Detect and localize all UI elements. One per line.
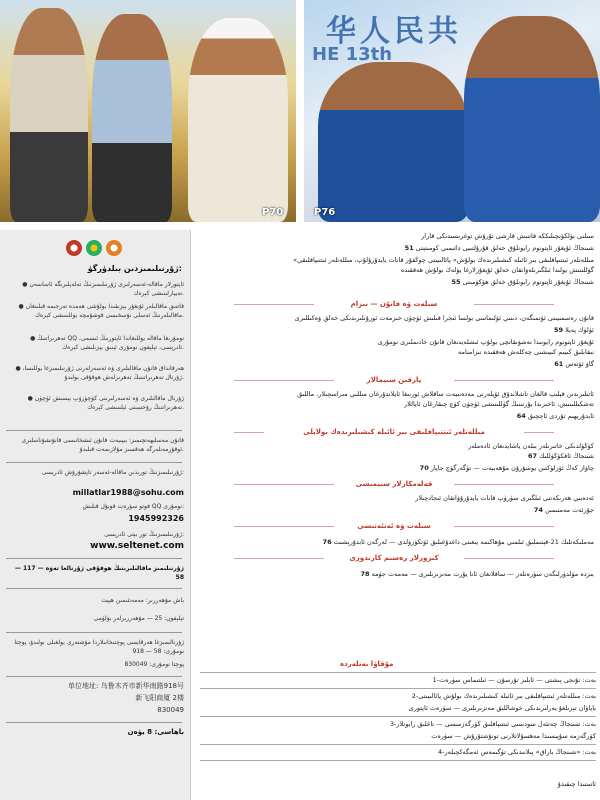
cover-note-line: 4-بەت: «شىنجاڭ باراق» پىلانىدىكى تۈگىمەس ئەمگەكچىلەر xyxy=(438,748,596,756)
qq-number: 1945992326 xyxy=(128,514,184,523)
toc-entry-text: ئەدەبىي ھەرىكەتنى ئىلگىرى سۈرۈپ قانات يايدۇرۇۋاتقان ئىجادچىلار xyxy=(415,494,594,502)
toc-entry-text: مەملىكەتلىك 21-قېتىملىق ئىلمىي مۇھاكىمە يىغىنى داغدۇغىلىق ئۆتكۈزۈلدى — لەرگەن ئابدۇرېشىت xyxy=(333,538,594,546)
divider xyxy=(6,722,182,723)
toc-entry-text: جۇرئەت مەمتىمىن xyxy=(544,506,594,514)
toc-entry-text: كۆڭۈلدىكى خاتىرىلەر بىلەن ياشايدىغان ئادەملەر xyxy=(468,442,594,450)
copyright-note: ژۇرنىلىمىز ماقالىلىرىنىڭ ھوقۇقى ژۇرنالغا تەۋە — 117 — 58 xyxy=(14,565,184,581)
section-heading: سىلەت ۋە ئەنئەنىسى xyxy=(334,522,454,530)
divider xyxy=(200,744,596,745)
email-address[interactable]: millatlar1988@sohu.com xyxy=(72,488,184,497)
cover-photos xyxy=(0,0,600,226)
athlete-figure xyxy=(318,62,468,222)
postal-code: پوچتا نومۇرى: 830049 xyxy=(124,661,184,668)
wheat-field-photo xyxy=(0,0,296,222)
farmer-figure xyxy=(92,14,172,222)
logo-icon xyxy=(66,240,82,256)
sidebar-title: ژۇرنىلىمىزدىن بىلدۈرگۈ: xyxy=(87,264,182,273)
cover-note-line: باياۋان تېرىلغۇ يەرلىرىدىكى خوشاللىق مەنزىرىلىرى — سۈرەت ئاپتورى xyxy=(408,704,596,712)
toc-entry-text: شىنجاڭ ئاقكۆڭۈللىك xyxy=(539,452,594,460)
cover-note-line: 1-بەت: تۇنجى پىشتى — ئابلىز تۇرسۇن — ئىلتىماس سۈرەت xyxy=(432,676,596,684)
toc-page: 78 xyxy=(360,570,370,578)
chinese-address: 单位地址: 乌鲁木齐市新华南路918号 xyxy=(68,682,184,690)
editor-info: باش مۇھەررىر: مەمەتئىمىن ھېيت xyxy=(101,597,184,604)
toc-entry[interactable] xyxy=(323,538,594,546)
sidebar-bullet: ● قاتتىق ماقالىلەر ئۇيغۇر يېزىقىدا بولۇشى ھەمدە تەرجىمە قىلىنغان ماقالىلەرنىڭ ئەسلى نۇسخىسى قوشۇمچە يوللىنىشى كېرەك. xyxy=(18,303,184,319)
email-label: ژۇرنىلىمىزنىڭ تورىدىن ماقالە-ئەسەر تاپشۇرۇش ئادرېسى: xyxy=(41,469,184,476)
chinese-address-2: 新飞阳商厦 2楼 xyxy=(135,694,184,702)
toc-entry-text: ئۈلۈك پەيلا xyxy=(565,326,594,334)
toc-entry[interactable] xyxy=(528,452,594,460)
toc-entry-text: گۈللىنىش يولىدا ئىلگىرىلەۋاتقان خەلق ئۇيغۇرلارغا يۆلەك بولۇش ھەققىدە xyxy=(400,266,594,274)
toc-entry-text: ئاتىلىرىدىن قېلىپ قالغان تاشلاندۇق ئۆيلەرنى مەدەنىيەت ساقلاش ئورنىغا ئايلاندۇرغان مىللىي مىراسچىلار، ماللىق xyxy=(297,390,594,398)
farmer-figure xyxy=(10,8,88,222)
toc-page: 64 xyxy=(516,412,526,420)
cover-note-line: 2-بەت: مىللەتلەر ئىتتىپاقلىقى بىر ئائىلە كىشىلىرىدەك بولۇش پائالىيىتى xyxy=(411,692,596,700)
toc-entry[interactable] xyxy=(554,360,594,368)
section-heading: يارقىن سىيمالار xyxy=(334,376,454,384)
boxing-photo xyxy=(304,0,600,222)
divider xyxy=(200,760,596,761)
cover-note-line: كۆرگەزمە سۇپىسىدا مەھسۇلاتلارنى تونۇشتۇرۇش — سۈرەت xyxy=(431,732,596,740)
divider xyxy=(6,676,182,677)
banner-subtext: HE 13th xyxy=(312,44,393,65)
toc-entry-text: گاۋ ئۆتەس xyxy=(565,360,594,368)
sidebar-bullet: ● ئاپتورلار ماقالە-ئەسەرلىرى ژۇرنىلىمىزنىڭ تەلەپلىرىگە ئاساسەن تەييارلىنىشى كېرەك. xyxy=(22,281,184,297)
toc-entry-text: ئۇيغۇر ئاپتونوم رايونىدا تەشۋىقاتچى بولۇپ ئىشلەيدىغان قانۇن خادىملىرى نومۇرى xyxy=(377,338,594,346)
toc-entry[interactable] xyxy=(534,506,594,514)
sidebar-bullet: ● ھەرقانداق قانۇن ماقالىلىرى ۋە ئەسەرلەرنى ژۇرنىلىمىزغا يوللىسا، ژۇرنال تەھرىراتىنىڭ تەھرىرلەش ھوقۇقى بولىدۇ. xyxy=(15,365,184,381)
publisher-logos xyxy=(66,240,122,256)
toc-entry[interactable] xyxy=(405,244,594,252)
divider xyxy=(6,430,182,431)
divider xyxy=(6,588,182,589)
toc-entry[interactable] xyxy=(415,494,594,502)
website-label: ژۇرنىلىمىزنىڭ تور بېتى ئادرېسى: xyxy=(104,531,184,538)
cover-pages-notes xyxy=(200,660,596,798)
toc-page: 76 xyxy=(322,538,332,546)
qq-label: فوتو سۈرەت قوبۇل قىلىش QQ نومۇرى: xyxy=(82,503,184,510)
divider xyxy=(6,632,182,633)
toc-page: 61 xyxy=(554,360,564,368)
banner-text: 华人民共 xyxy=(326,14,462,49)
toc-entry-text: نىقابلىق كىيىم كىيىشنى چەكلەش ھەققىدە نىزامنامە xyxy=(458,348,594,356)
sidebar-notice xyxy=(0,230,191,800)
toc-entry-text: شىنجاڭ ئۇيغۇر ئاپتونوم رايونلۇق خەلق قۇرۇلتىيى دائىمىي كومىتېتى xyxy=(415,244,594,252)
divider xyxy=(200,688,596,689)
sidebar-bullet: ● ژۇرنال ماقالىلىرى ۋە ئەسەرلىرىنى كۆچۈرۈپ بېسىش ئۈچۈن تەھرىراتنىڭ رۇخسىتى ئېلىنىشى كېرەك. xyxy=(27,395,184,411)
toc-entry[interactable] xyxy=(297,390,594,398)
toc-entry-text: شىنجاڭ ئۇيغۇر ئاپتونوم رايونلۇق خەلق ھۆكۈمىتى xyxy=(462,278,594,286)
section-heading: قەلەمكارلار سىيمىسى xyxy=(334,480,454,488)
toc-page: 67 xyxy=(528,452,538,460)
section-heading: كىرورلار رەسىم كارىدورى xyxy=(324,554,464,562)
toc-entry-text: تەشكىللىنىش، ئاخىرىدا يۇرتىنىڭ گۈللىنىشى ئۈچۈن كۈچ چىقارغان ئاياللار xyxy=(404,400,594,408)
coach-figure xyxy=(464,16,600,222)
toc-entry-text: ئابدۇرېھىم تۇردى ئاچچىق xyxy=(527,412,594,420)
toc-entry[interactable] xyxy=(451,278,594,286)
toc-entry[interactable] xyxy=(401,266,594,274)
sidebar-bullet: ● تەھرىراتنىڭ QQ نومۇرىغا ماقالە يوللىغاندا ئاپتورنىڭ ئىسمى، ئادرېسى، تېلېفون نومۇرى ئېنىق يېزىلىشى كېرەك. xyxy=(30,335,184,351)
cover-note-line: 3-بەت: شىنجاڭ چەتئەل سودىسى ئىتتىپاقلىق كۆرگەزمىسى — تاغلىق رايونلار xyxy=(389,720,596,728)
toc-entry[interactable] xyxy=(517,412,594,420)
toc-entry[interactable] xyxy=(360,570,594,578)
toc-entry[interactable] xyxy=(458,348,594,356)
logo-icon xyxy=(86,240,102,256)
toc-entry[interactable] xyxy=(420,464,594,472)
toc-entry[interactable] xyxy=(421,232,594,240)
section-heading: سىلەت ۋە قانۇن — نىزام xyxy=(314,300,474,308)
divider xyxy=(200,672,596,673)
photo-right-label: P76 xyxy=(314,207,336,218)
toc-entry[interactable] xyxy=(404,400,594,408)
phone-info: تېلېفون: 25 — مۇھەررىرلەر بۆلۈمى xyxy=(93,615,184,622)
page-note: ئاستىدا چىقىدۇ xyxy=(557,780,596,788)
toc-entry[interactable] xyxy=(378,338,594,346)
toc-page: 55 xyxy=(451,278,461,286)
toc-entry[interactable] xyxy=(295,314,594,322)
divider xyxy=(6,462,182,463)
chinese-postcode: 830049 xyxy=(157,706,184,714)
toc-entry-text: سىلنى بۆلكۆنچىلىككە قاتنىش قارشى تۇرۇش توغرىسىدىكى قارار xyxy=(421,232,594,240)
logo-icon xyxy=(106,240,122,256)
toc-page: 70 xyxy=(419,464,429,472)
divider xyxy=(200,716,596,717)
toc-page: 74 xyxy=(533,506,543,514)
cover-notes-heading: مۇقاۋا بەتلەردە xyxy=(340,660,394,668)
toc-entry[interactable] xyxy=(468,442,594,450)
toc-entry-text: بىزدە مۆلدۈرلىگەن سۈرەتلەر — ساقلانغان ئانا يۇرت مەنزىرىلىرى — مەمەت جۈمە xyxy=(371,570,594,578)
toc-page: 59 xyxy=(553,326,563,334)
price-label: باھاسى: 8 يۈەن xyxy=(127,728,184,736)
toc-entry[interactable] xyxy=(293,256,594,264)
divider xyxy=(6,558,182,559)
subscription-info: ژۇرنالىمىزغا ھەرقايسى پوچتىخانىلاردا مۇشتەرى بولغىلى بولىدۇ، پوچتا نومۇرى: 58 — 918 xyxy=(14,639,184,655)
farmer-figure xyxy=(188,18,288,222)
toc-page: 51 xyxy=(404,244,414,252)
legal-advisor-note: قانۇن مەسلىھەتچىمىز: بىپىيەت قانۇن ئىشخانىسى قانۇنشۇناسلىرى ئوقۇرمەنلەرگە ھەقسىز مۇلازىمەت قىلىدۇ. xyxy=(21,437,184,453)
website-link[interactable]: www.seltenet.com xyxy=(90,541,184,551)
toc-entry-text: چاۋاز كەڭ ئۆزلۈكتىن يوشۇرۇن مۇھەببەت — تۈگەرگۈچ جاپار xyxy=(430,464,594,472)
toc-entry-text: «مىللەتلەر ئىتتىپاقلىقى بىر ئائىلە كىشىلىرىدەك بولۇش» پائالىيىتى چوڭقۇر قانات يايدۇرۇلۇپ، مىللەتلەر ئىتتىپاقلىقى xyxy=(293,256,594,264)
photo-left-label: P70 xyxy=(262,207,284,218)
toc-entry[interactable] xyxy=(554,326,594,334)
toc-entry-text: قانۇن رەسمىيىتى ئۆتمىگەن، دىنىي ئۆلىماسى بولسا ئىجرا قىلىش ئۈچۈن خىزمەت ئورۇنلىرىدىكى خەلق ۋەكىللىرى xyxy=(294,314,594,322)
section-heading: مىللەتلەر ئىتتىپاقلىقى بىر ئائىلە كىشىلىرىدەك بولايلى xyxy=(264,428,524,436)
